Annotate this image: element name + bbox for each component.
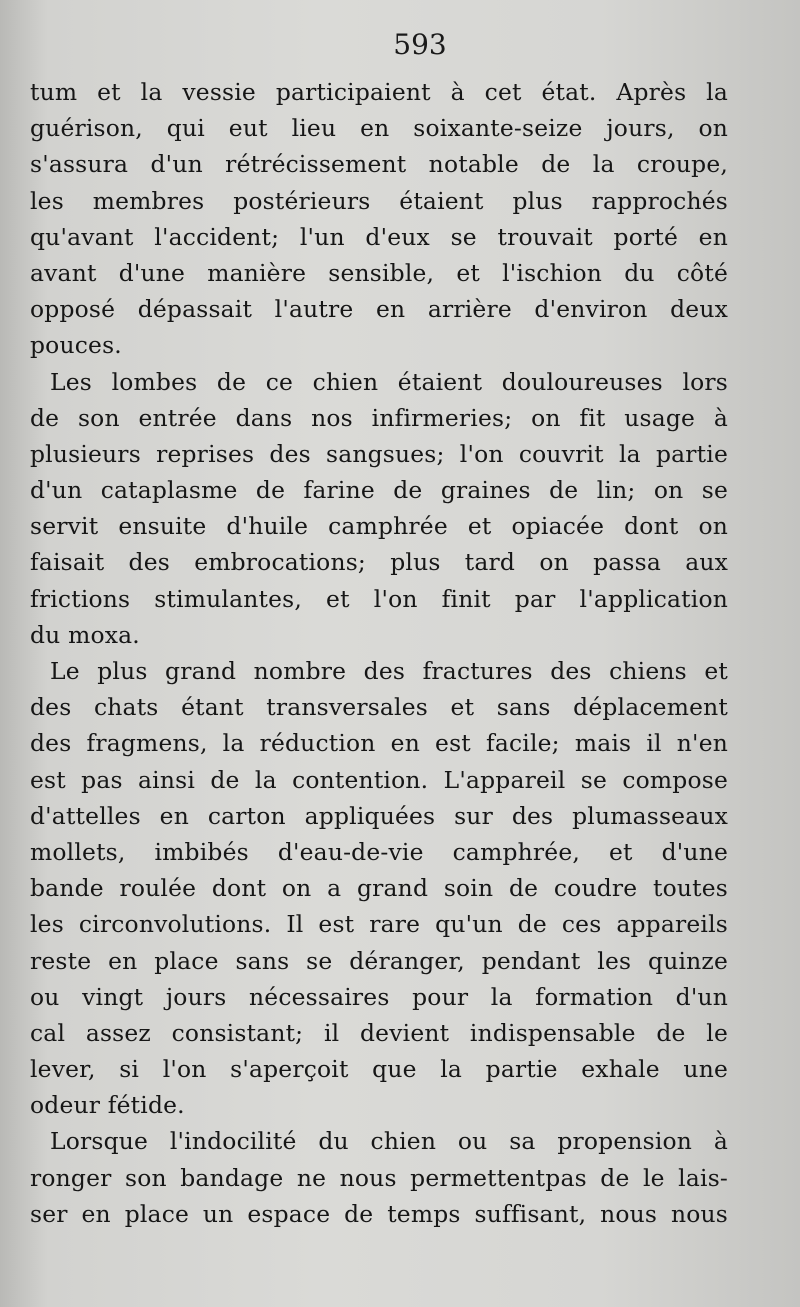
text-line: ou vingt jours nécessaires pour la formation d'un	[30, 982, 728, 1011]
text-line: guérison, qui eut lieu en soixante-seize jours, on	[30, 114, 728, 143]
text-line: des fragmens, la réduction en est facile; mais il n'en	[30, 729, 728, 758]
text-line: d'un cataplasme de farine de graines de lin; on se	[30, 476, 728, 505]
text-line: du moxa.	[30, 620, 140, 649]
text-line: de son entrée dans nos infirmeries; on fit usage à	[30, 403, 728, 432]
text-line: d'attelles en carton appliquées sur des plumasseaux	[30, 801, 728, 830]
text-line: des chats étant transversales et sans déplacement	[30, 693, 728, 722]
text-line: bande roulée dont on a grand soin de coudre toutes	[30, 874, 728, 903]
text-line: avant d'une manière sensible, et l'ischion du côté	[30, 258, 728, 287]
page-number: 593	[393, 28, 447, 61]
text-line: Le plus grand nombre des fractures des chiens et	[50, 657, 728, 685]
text-line: s'assura d'un rétrécissement notable de la croupe,	[30, 150, 728, 179]
text-line: reste en place sans se déranger, pendant les quinze	[30, 946, 728, 975]
text-line: opposé dépassait l'autre en arrière d'environ deux	[30, 295, 728, 324]
text-line: les circonvolutions. Il est rare qu'un de ces appareils	[30, 910, 728, 939]
text-line: ser en place un espace de temps suffisant, nous nous	[30, 1199, 728, 1228]
text-line: frictions stimulantes, et l'on finit par l'application	[30, 584, 728, 613]
text-line: Les lombes de ce chien étaient douloureuses lors	[50, 367, 728, 396]
text-line: est pas ainsi de la contention. L'appareil se compose	[30, 765, 728, 794]
text-line: cal assez consistant; il devient indispensable de le	[30, 1018, 728, 1047]
text-line: pouces.	[30, 331, 122, 360]
text-line: qu'avant l'accident; l'un d'eux se trouvait porté en	[30, 222, 728, 251]
text-line: les membres postérieurs étaient plus rapprochés	[30, 186, 728, 215]
text-line: mollets, imbibés d'eau-de-vie camphrée, et d'une	[30, 837, 728, 866]
text-line: plusieurs reprises des sangsues; l'on couvrit la partie	[30, 439, 728, 468]
text-line: Lorsque l'indocilité du chien ou sa propension à	[50, 1127, 728, 1156]
text-line: odeur fétide.	[30, 1091, 185, 1120]
text-line: faisait des embrocations; plus tard on passa aux	[30, 548, 728, 577]
text-line: lever, si l'on s'aperçoit que la partie exhale une	[30, 1055, 728, 1084]
text-line: ronger son bandage ne nous permettentpas de le lais-	[30, 1163, 728, 1192]
body-text	[30, 74, 728, 1232]
text-line: tum et la vessie participaient à cet état. Après la	[30, 78, 728, 106]
text-line: servit ensuite d'huile camphrée et opiacée dont on	[30, 512, 728, 541]
